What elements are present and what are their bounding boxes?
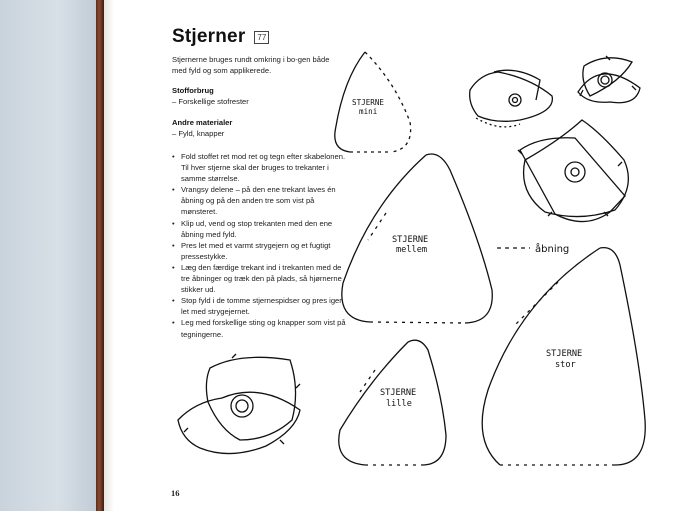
instruction-step: • Fold stoffet ret mod ret og tegn efter skabelonen. Til hver stjerne skal der bruges to trekanter i samme størrelse.	[172, 151, 347, 184]
page-number: 16	[171, 488, 180, 498]
instruction-step: • Vrangsy delene – på den ene trekant laves én åbning og på den anden tre som vist på mønsteret.	[172, 184, 347, 217]
instruction-step: • Læg den færdige trekant ind i trekanten med de tre åbninger og træk den på plads, så hjørnerne stikker ud.	[172, 262, 347, 295]
fabric-text: – Forskellige stofrester	[172, 97, 249, 106]
template-mini-label: STJERNE	[352, 98, 385, 107]
opening-label: åbning	[535, 244, 570, 255]
template-lille-label: STJERNE	[380, 388, 417, 398]
materials-text: – Fyld, knapper	[172, 129, 225, 138]
fabric-heading: Stofforbrug	[172, 86, 214, 95]
page-title: Stjerner	[172, 26, 246, 47]
template-lille-size: lille	[386, 399, 412, 409]
template-mini-size: mini	[359, 107, 378, 116]
template-mellem-size: mellem	[396, 245, 428, 255]
template-mellem-label: STJERNE	[392, 235, 429, 245]
pattern-number-badge: 77	[254, 31, 269, 44]
star-illustration-medium	[518, 120, 628, 222]
template-stor-size: stor	[555, 360, 576, 370]
instruction-step: • Pres let med et varmt strygejern og et fugtigt pressestykke.	[172, 240, 347, 262]
instruction-step: • Stop fyld i de tomme stjernespidser og pres igen let med strygejernet.	[172, 295, 347, 317]
star-illustration-small	[470, 70, 553, 127]
intro-text: Stjernerne bruges rundt omkring i bo-gen både med fyld og som applikerede.	[172, 55, 330, 75]
star-illustration-top-right	[578, 56, 640, 103]
star-illustration-bottom-left	[178, 354, 300, 454]
instruction-step: • Leg med forskellige sting og knapper som vist på tegningerne.	[172, 317, 347, 339]
materials-heading: Andre materialer	[172, 118, 233, 127]
instruction-step: • Klip ud, vend og stop trekanten med den ene åbning med fyld.	[172, 218, 347, 240]
template-stor-label: STJERNE	[546, 349, 583, 359]
